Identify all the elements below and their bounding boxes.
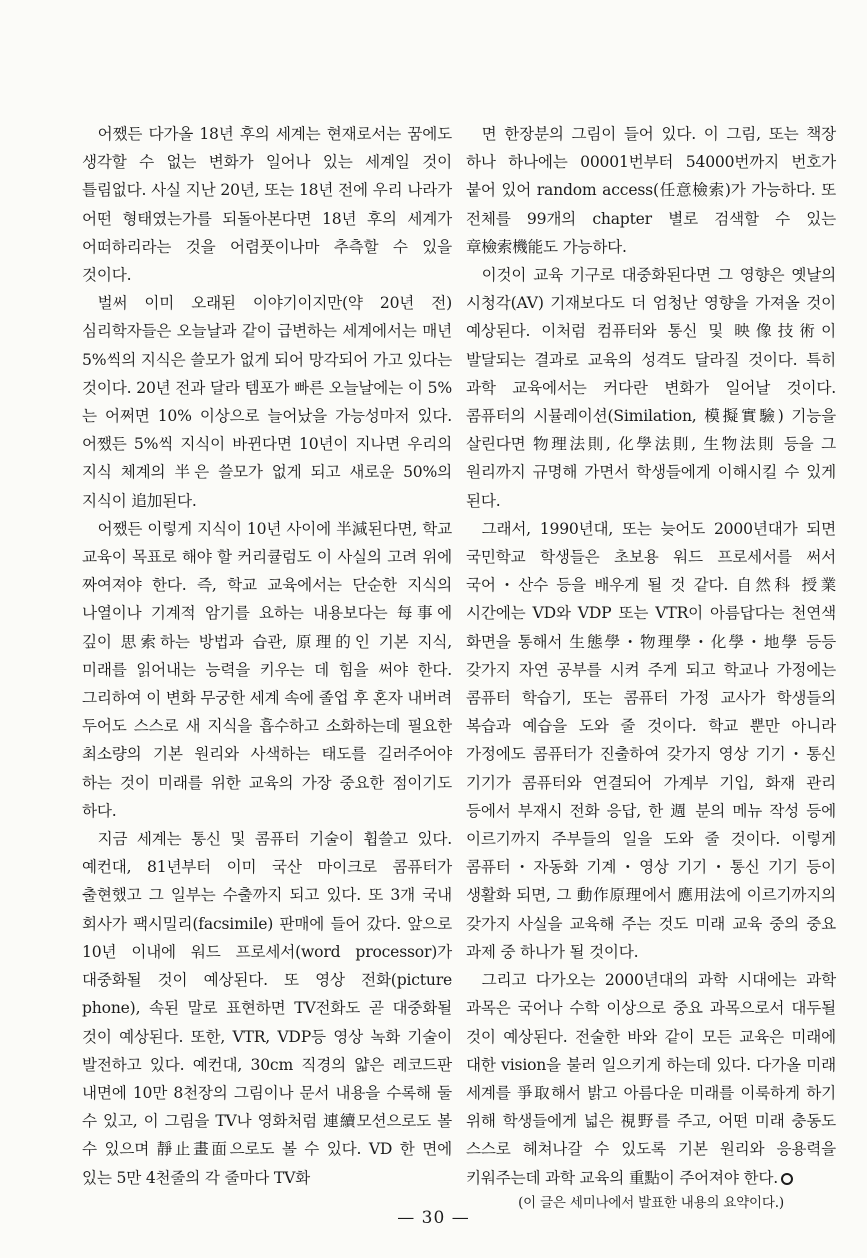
end-mark-icon	[781, 1173, 793, 1185]
paragraph: 그래서, 1990년대, 또는 늦어도 2000년대가 되면 국민학교 학생들은 초보용 워드 프로세서를 써서 국어・산수 등을 배우게 될 것 같다. 自然科 授業 시간에는 VD와 VDP 또는 VTR이 아름답다는 천연색 화면을 통해서 生態學・物理學・化學・地學 등등 갖가지 자연 공부를 시켜 주게 되고 학교나 가정에는 콤퓨터 학습기, 또는 콤퓨터 가정 교사가 학생들의 복습과 예습을 도와 줄 것이다. 학교 뿐만 아니라 가정에도 콤퓨터가 진출하여 갖가지 영상 기기・통신 기기가 콤퓨터와 연결되어 가계부 기입, 화재 관리 등에서 부재시 전화 응답, 한 週 분의 메뉴 작성 등에 이르기까지 주부들의 일을 도와 줄 것이다. 이렇게 콤퓨터・자동화 기계・영상 기기・통신 기기 등이 생활화 되면, 그 動作原理에서 應用法에 이르기까지의 갖가지 사실을 교육해 주는 것도 미래 교육 중의 중요 과제 중 하나가 될 것이다.	[466, 519, 836, 961]
footnote: (이 글은 세미나에서 발표한 내용의 요약이다.)	[518, 1194, 784, 1211]
left-column	[82, 120, 452, 1192]
paragraph-final-text: 그리고 다가오는 2000년대의 과학 시대에는 과학 과목은 국어나 수학 이상으로 중요 과목으로서 대두될 것이 예상된다. 전술한 바와 같이 모든 교육은 미래에 대한 vision을 불러 일으키게 하는데 있다. 다가올 미래 세계를 爭取해서 밝고 아름다운 미래를 이룩하게 하기 위해 학생들에게 넓은 視野를 주고, 어떤 미래 충동도 스스로 헤쳐나갈 수 있도록 기본 원리와 응용력을 키워주는데 과학 교육의 重點이 주어져야 한다.	[466, 971, 836, 1187]
paragraph-final	[466, 966, 836, 1192]
right-column	[466, 120, 836, 1214]
paragraph: 어쨌든 다가올 18년 후의 세계는 현재로서는 꿈에도 생각할 수 없는 변화가 일어나 있는 세계일 것이 틀림없다. 사실 지난 20년, 또는 18년 전에 우리 나라가 어떤 형태였는가를 되돌아본다면 18년 후의 세계가 어떠하리라는 것을 어렴풋이나마 추측할 수 있을 것이다.	[82, 125, 452, 285]
page-number: — 30 —	[397, 1208, 470, 1228]
paragraph: 이것이 교육 기구로 대중화된다면 그 영향은 옛날의 시청각(AV) 기재보다도 더 엄청난 영향을 가져올 것이 예상된다. 이처럼 컴퓨터와 통신 및 映像技術이 발달되는 결과로 교육의 성격도 달라질 것이다. 특히 과학 교육에서는 커다란 변화가 일어날 것이다. 콤퓨터의 시뮬레이션(Similation, 模擬實驗) 기능을 살린다면 物理法則, 化學法則, 生物法則 등을 그 원리까지 규명해 가면서 학생들에게 이해시킬 수 있게 된다.	[466, 266, 836, 510]
paragraph: 지금 세계는 통신 및 콤퓨터 기술이 휩쓸고 있다. 예컨대, 81년부터 이미 국산 마이크로 콤퓨터가 출현했고 그 일부는 수출까지 되고 있다. 또 3개 국내 회사가 팩시밀리(facsimile) 판매에 들어 갔다. 앞으로 10년 이내에 워드 프로세서(word processor)가 대중화될 것이 예상된다. 또 영상 전화(picture phone), 속된 말로 표현하면 TV전화도 곧 대중화될 것이 예상된다. 또한, VTR, VDP등 영상 녹화 기술이 발전하고 있다. 예컨대, 30cm 직경의 얇은 레코드판 내면에 10만 8천장의 그림이나 문서 내용을 수록해 둘 수 있고, 이 그림을 TV나 영화처럼 連續모션으로도 볼 수 있으며 靜止畫面으로도 볼 수 있다. VD 한 면에 있는 5만 4천줄의 각 줄마다 TV화	[82, 830, 452, 1187]
paragraph: 벌써 이미 오래된 이야기이지만(약 20년 전) 심리학자들은 오늘날과 같이 급변하는 세계에서는 매년 5%씩의 지식은 쓸모가 없게 되어 망각되어 가고 있다는 것이다. 20년 전과 달라 템포가 빠른 오늘날에는 이 5%는 어쩌면 10% 이상으로 늘어났을 가능성마저 있다. 어쨌든 5%씩 지식이 바뀐다면 10년이 지나면 우리의 지식 체계의 半은 쓸모가 없게 되고 새로운 50%의 지식이 追加된다.	[82, 294, 452, 510]
paragraph: 면 한장분의 그림이 들어 있다. 이 그림, 또는 책장 하나 하나에는 00001번부터 54000번까지 번호가 붙어 있어 random access(任意檢索)가 가능하다. 또 전체를 99개의 chapter 별로 검색할 수 있는 章檢索機能도 가능하다.	[466, 125, 836, 256]
paragraph: 어쨌든 이렇게 지식이 10년 사이에 半減된다면, 학교 교육이 목표로 해야 할 커리큘럼도 이 사실의 고려 위에 짜여져야 한다. 즉, 학교 교육에서는 단순한 지식의 나열이나 기계적 암기를 요하는 내용보다는 每事에 깊이 思索하는 방법과 습관, 原理的인 기본 지식, 미래를 읽어내는 능력을 키우는 데 힘을 써야 한다. 그리하여 이 변화 무궁한 세계 속에 졸업 후 혼자 내버려 두어도 스스로 새 지식을 흡수하고 소화하는데 필요한 최소량의 기본 원리와 사색하는 태도를 길러주어야 하는 것이 미래를 위한 교육의 가장 중요한 점이기도 하다.	[82, 519, 452, 820]
